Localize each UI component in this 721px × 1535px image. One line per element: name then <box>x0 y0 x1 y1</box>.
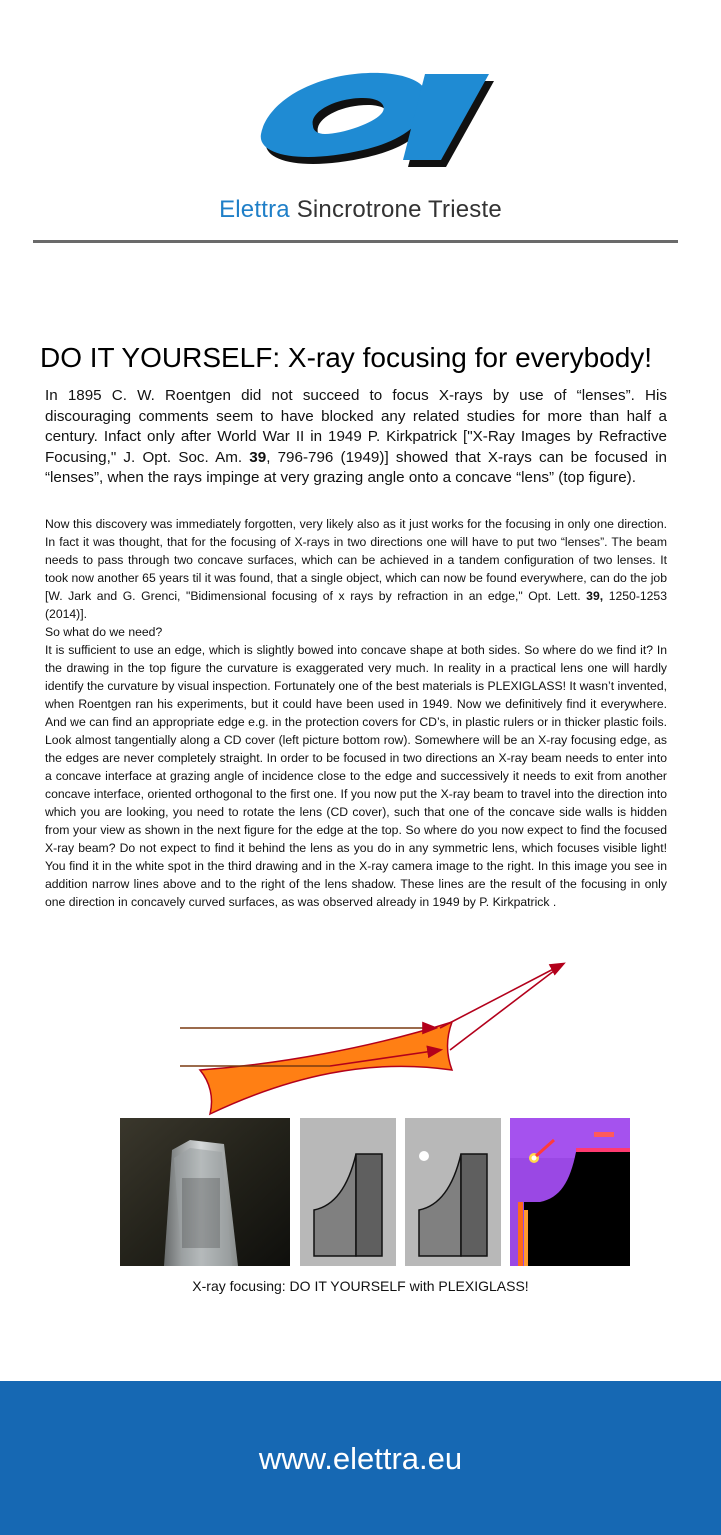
body-paragraph-2: So what do we need? <box>45 625 163 639</box>
body-paragraph-1 <box>45 515 667 623</box>
footer-website-link[interactable]: www.elettra.eu <box>258 1441 463 1476</box>
xray-camera-image <box>510 1118 630 1266</box>
intro-paragraph <box>45 386 667 489</box>
ray-lower-exit <box>450 964 563 1050</box>
header-divider <box>33 240 678 243</box>
brand-rest: Sincrotrone Trieste <box>289 196 502 223</box>
brand-accent: Elettra <box>219 196 290 223</box>
elettra-logo <box>255 68 495 168</box>
cd-cover-photo <box>120 1118 290 1266</box>
concave-lens <box>200 1022 452 1114</box>
ray-upper-exit <box>440 964 563 1028</box>
body-paragraph-3: It is sufficient to use an edge, which is slightly bowed into concave shape at both sides. So where do we find it? In the drawing in the top figure the curvature is exaggerated very much. In reality in a practical lens one will hardly identify the curvature by visual inspection. Fortunately one of the best materials is PLEXIGLASS! It wasn’t invented, when Roentgen ran his experiments, but it could have been used in 1949. Now we definitively find it everywhere. And we can find an appropriate edge e.g. in the protection covers for CD’s, in plastic rulers or in thicker plastic foils. Look almost tangentially along a CD cover (left picture bottom row). Somewhere will be an X-ray focusing edge, as the edges are never completely straight. In order to be focused in two directions an X-ray beam needs to enter into a concave interface at grazing angle of incidence close to the edge and successively it needs to exit from another concave interface, oriented orthogonal to the first one. If you now put the X-ray beam to travel into the direction into which you are looking, you need to rotate the lens (CD cover), such that one of the concave side walls is hidden from your view as shown in the next figure for the edge at the top. So where do you now expect to find the focused X-ray beam? Do not expect to find it behind the lens as you do in any symmetric lens, which focuses visible light! You find it in the white spot in the third drawing and in the X-ray camera image to the right. In this image you see in addition narrow lines above and to the right of the lens shadow. These lines are the result of the focusing in only one direction in concavely curved surfaces, as was observed already in 1949 by P. Kirkpatrick . <box>45 643 667 909</box>
p1-volume: 39, <box>586 589 604 603</box>
edge-drawing-1 <box>300 1118 396 1266</box>
intro-text-b: , 796-796 (1949)] showed that X-rays can be focused in “lenses”, when the rays impinge at very grazing angle onto a concave “lens” (top figure). <box>45 448 667 487</box>
figure-caption: X-ray focusing: DO IT YOURSELF with PLEXIGLASS! <box>192 1278 529 1294</box>
article-body <box>45 515 667 911</box>
article-title: DO IT YOURSELF: X-ray focusing for everybody! <box>40 342 653 373</box>
focal-spot <box>419 1151 429 1161</box>
p1-text-a: Now this discovery was immediately forgotten, very likely also as it just works for the focusing in only one direction. In fact it was thought, that for the focusing of X-rays in two directions one will have to put two “lenses”. The beam needs to pass through two concave surfaces, which can be achieved in a tandem configuration of two lenses. It took now another 65 years til it was found, that a single object, which can now be found everywhere, can do the job [W. Jark and G. Grenci, "Bidimensional focusing of x rays by refraction in an edge," Opt. Lett. <box>45 517 667 603</box>
edge-drawing-2 <box>405 1118 501 1266</box>
intro-volume: 39 <box>249 448 267 466</box>
intro-text-a: In 1895 C. W. Roentgen did not succeed to focus X-rays by use of “lenses”. His discouraging comments seem to have blocked any related studies for more than half a century. Infact only after World War II in 1949 P. Kirkpatrick ["X-Ray Images by Refractive Focusing," J. Opt. Soc. Am. <box>45 387 667 466</box>
p1-text-b: 1250-1253 (2014)]. <box>45 589 667 621</box>
lens-focusing-diagram <box>170 958 580 1120</box>
brand-name <box>0 196 721 224</box>
